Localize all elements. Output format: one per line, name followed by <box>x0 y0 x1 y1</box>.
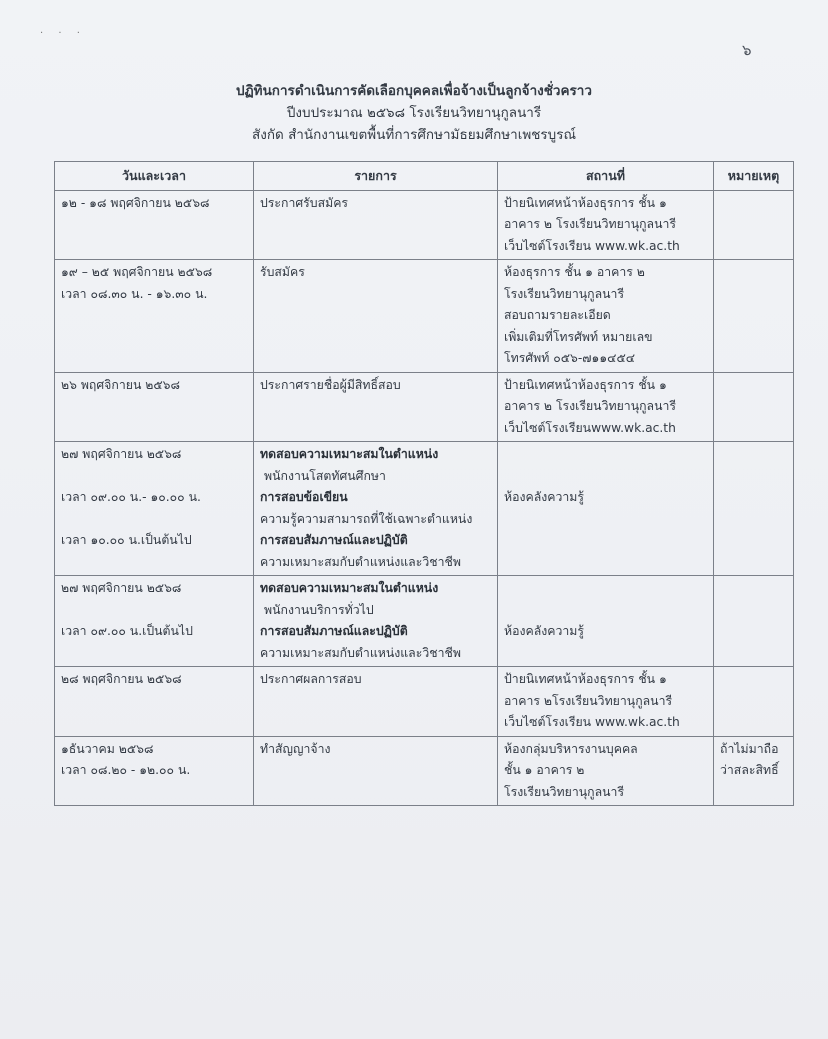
document-title: ปฏิทินการดำเนินการคัดเลือกบุคคลเพื่อจ้างเป็นลูกจ้างชั่วคราว <box>236 83 592 99</box>
item-line: ประกาศรับสมัคร <box>260 195 349 210</box>
item-heading: ทดสอบความเหมาะสมในตำแหน่ง <box>260 447 439 461</box>
table-row <box>55 442 794 576</box>
place-line: ป้ายนิเทศหน้าห้องธุรการ ชั้น ๑ <box>504 672 667 686</box>
place-line: เว็บไซต์โรงเรียน www.wk.ac.th <box>504 238 680 253</box>
note-line: ว่าสละสิทธิ์ <box>720 763 779 777</box>
cell-date <box>55 190 254 260</box>
item-heading: การสอบสัมภาษณ์และปฏิบัติ <box>260 624 408 638</box>
cell-item <box>254 736 498 806</box>
cell-note <box>714 372 794 442</box>
table-row <box>55 372 794 442</box>
cell-item <box>254 442 498 576</box>
cell-item <box>254 260 498 373</box>
item-detail: พนักงานโสตทัศนศึกษา <box>264 468 386 483</box>
cell-place <box>498 372 714 442</box>
date-line: ๑ธันวาคม ๒๕๖๘ <box>61 741 154 756</box>
place-line: สอบถามรายละเอียด <box>504 308 611 322</box>
place-line: โทรศัพท์ ๐๕๖-๗๑๑๔๕๔ <box>504 351 636 365</box>
header-item: รายการ <box>254 162 498 191</box>
place-line: เว็บไซต์โรงเรียนwww.wk.ac.th <box>504 420 676 435</box>
cell-date <box>55 736 254 806</box>
scan-specks: · · · <box>40 28 86 39</box>
cell-item <box>254 667 498 737</box>
place-line: อาคาร ๒โรงเรียนวิทยานุกูลนารี <box>504 693 673 708</box>
cell-note <box>714 190 794 260</box>
item-heading: การสอบสัมภาษณ์และปฏิบัติ <box>260 533 408 547</box>
header-date: วันและเวลา <box>55 162 254 191</box>
time-line: เวลา ๑๐.๐๐ น.เป็นต้นไป <box>61 533 192 547</box>
table-header-row <box>55 162 794 191</box>
item-detail: ความเหมาะสมกับตำแหน่งและวิชาชีพ <box>260 554 461 569</box>
cell-note <box>714 260 794 373</box>
item-line: ทำสัญญาจ้าง <box>260 741 331 756</box>
cell-item <box>254 372 498 442</box>
place-line: เว็บไซต์โรงเรียน www.wk.ac.th <box>504 715 680 729</box>
place-line: ป้ายนิเทศหน้าห้องธุรการ ชั้น ๑ <box>504 377 667 392</box>
item-detail: ความเหมาะสมกับตำแหน่งและวิชาชีพ <box>260 645 461 660</box>
date-line: ๑๒ - ๑๘ พฤศจิกายน ๒๕๖๘ <box>61 195 210 210</box>
table-row <box>55 667 794 737</box>
cell-note <box>714 667 794 737</box>
place-line: อาคาร ๒ โรงเรียนวิทยานุกูลนารี <box>504 217 677 231</box>
document-subtitle-1: ปีงบประมาณ ๒๕๖๘ โรงเรียนวิทยานุกูลนารี <box>286 105 542 121</box>
table-row <box>55 190 794 260</box>
place-line: โรงเรียนวิทยานุกูลนารี <box>504 286 625 301</box>
header-place: สถานที่ <box>498 162 714 191</box>
item-detail: พนักงานบริการทั่วไป <box>264 602 374 617</box>
time-line: เวลา ๐๘.๓๐ น. - ๑๖.๓๐ น. <box>61 286 208 301</box>
cell-note <box>714 576 794 667</box>
cell-date <box>55 260 254 373</box>
cell-item <box>254 576 498 667</box>
cell-place <box>498 442 714 576</box>
place-line: ห้องธุรการ ชั้น ๑ อาคาร ๒ <box>504 265 645 279</box>
time-line: เวลา ๐๘.๒๐ - ๑๒.๐๐ น. <box>61 763 191 777</box>
date-line: ๒๗ พฤศจิกายน ๒๕๖๘ <box>61 581 182 595</box>
cell-item <box>254 190 498 260</box>
item-heading: ทดสอบความเหมาะสมในตำแหน่ง <box>260 581 439 595</box>
place-line: อาคาร ๒ โรงเรียนวิทยานุกูลนารี <box>504 399 677 413</box>
schedule-table <box>54 161 794 806</box>
header-note: หมายเหตุ <box>714 162 794 191</box>
item-line: รับสมัคร <box>260 265 305 279</box>
date-line: ๒๗ พฤศจิกายน ๒๕๖๘ <box>61 447 182 461</box>
date-line: ๒๘ พฤศจิกายน ๒๕๖๘ <box>61 672 182 686</box>
cell-place <box>498 260 714 373</box>
document-subtitle-2: สังกัด สำนักงานเขตพื้นที่การศึกษามัธยมศึกษาเพชรบูรณ์ <box>252 127 576 143</box>
place-line: โรงเรียนวิทยานุกูลนารี <box>504 784 625 799</box>
time-line: เวลา ๐๙.๐๐ น.- ๑๐.๐๐ น. <box>61 490 201 504</box>
place-line: ชั้น ๑ อาคาร ๒ <box>504 763 585 777</box>
note-line: ถ้าไม่มาถือ <box>720 741 779 756</box>
document-header <box>0 80 828 146</box>
cell-note <box>714 442 794 576</box>
time-line: เวลา ๐๙.๐๐ น.เป็นต้นไป <box>61 624 193 638</box>
table-row <box>55 736 794 806</box>
cell-note <box>714 736 794 806</box>
table-row <box>55 260 794 373</box>
item-detail: ความรู้ความสามารถที่ใช้เฉพาะตำแหน่ง <box>260 511 473 526</box>
place-line: ห้องคลังความรู้ <box>504 624 585 638</box>
date-line: ๑๙ – ๒๕ พฤศจิกายน ๒๕๖๘ <box>61 265 213 279</box>
item-line: ประกาศผลการสอบ <box>260 672 362 686</box>
cell-date <box>55 442 254 576</box>
place-line: ห้องกลุ่มบริหารงานบุคคล <box>504 741 638 756</box>
cell-place <box>498 190 714 260</box>
page-number: ๖ <box>742 41 752 59</box>
date-line: ๒๖ พฤศจิกายน ๒๕๖๘ <box>61 377 180 392</box>
table-row <box>55 576 794 667</box>
cell-place <box>498 667 714 737</box>
item-line: ประกาศรายชื่อผู้มีสิทธิ์สอบ <box>260 377 401 392</box>
cell-date <box>55 667 254 737</box>
cell-date <box>55 372 254 442</box>
cell-date <box>55 576 254 667</box>
place-line: ห้องคลังความรู้ <box>504 490 585 504</box>
place-line: ป้ายนิเทศหน้าห้องธุรการ ชั้น ๑ <box>504 195 667 210</box>
cell-place <box>498 576 714 667</box>
place-line: เพิ่มเติมที่โทรศัพท์ หมายเลข <box>504 329 653 344</box>
item-heading: การสอบข้อเขียน <box>260 490 348 504</box>
cell-place <box>498 736 714 806</box>
